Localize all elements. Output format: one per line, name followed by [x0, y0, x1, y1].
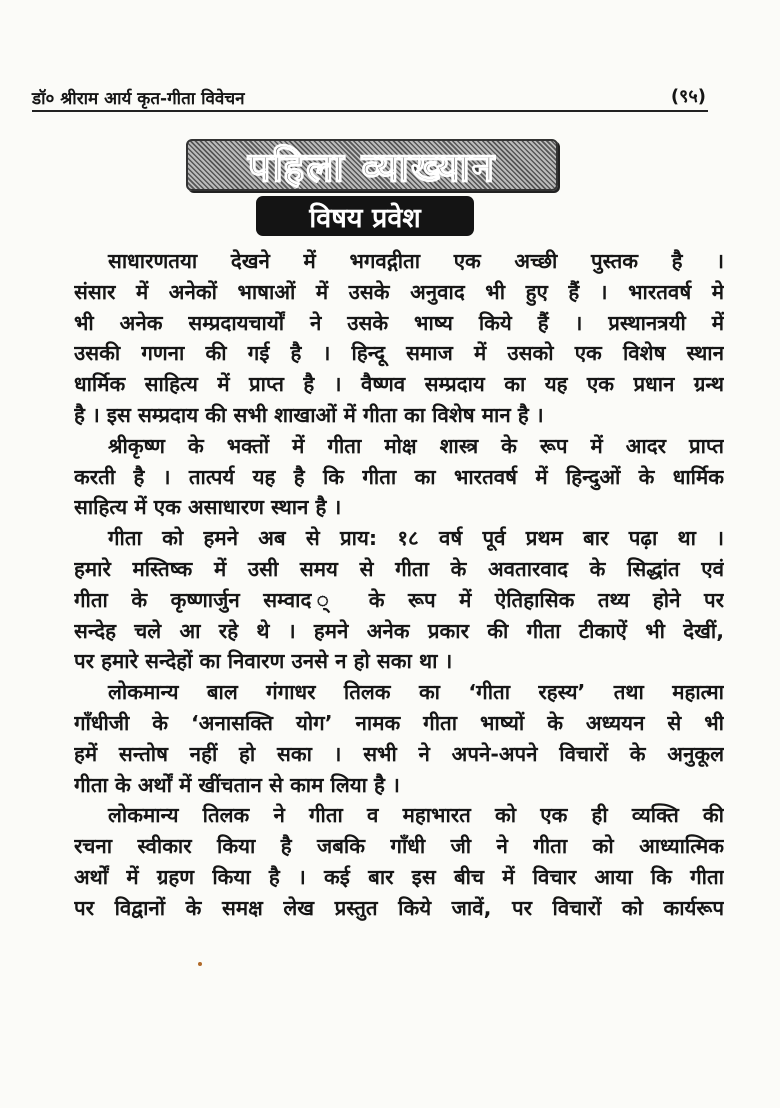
- text-segment: लोकमान्य तिलक ने गीता व महाभारत को एक ही व्यक्ति की: [108, 803, 724, 828]
- text-segment: संसार में अनेकों भाषाओं में उसके अनुवाद भी हुए हैं । भारतवर्ष मे: [74, 279, 724, 304]
- text-line: [74, 800, 724, 831]
- text-segment: लोकमान्य बाल गंगाधर तिलक का: [108, 680, 469, 705]
- text-line: [74, 523, 724, 554]
- text-line: [74, 831, 724, 862]
- paragraph: [74, 246, 724, 431]
- text-segment: साधारणतया देखने में भगवद्गीता एक अच्छी पुस्तक है ।: [108, 249, 724, 273]
- page-number: (९५): [670, 86, 706, 107]
- text-segment: धार्मिक साहित्य में प्राप्त है । वैष्णव सम्प्रदाय का यह एक प्रधान ग्रन्थ: [74, 372, 724, 397]
- text-line: [74, 708, 724, 739]
- text-line: [74, 646, 724, 677]
- scan-speck: [198, 962, 202, 966]
- text-segment: सन्देह चले आ रहे थे । हमने अनेक प्रकार की गीता टीकाऐं भी देखीं,: [74, 618, 724, 643]
- text-segment: हमें सन्तोष नहीं हो सका । सभी ने अपने-अपने विचारों के अनुकूल: [74, 741, 724, 766]
- text-segment: हमारे मस्तिष्क में उसी समय से गीता के अवतारवाद के सिद्धांत एवं: [74, 556, 724, 581]
- text-segment: पर विद्वानों के समक्ष लेख प्रस्तुत किये जावें, पर विचारों को कार्यरूप: [74, 895, 724, 920]
- text-line: [74, 585, 724, 616]
- text-segment: करती है । तात्पर्य यह है कि गीता का भारतवर्ष में हिन्दुओं के धार्मिक: [74, 464, 724, 489]
- running-header: [32, 86, 708, 112]
- text-segment: गीता के अर्थों में खींचतान से काम लिया है ।: [74, 772, 400, 797]
- text-line: [74, 893, 724, 924]
- text-line: [74, 554, 724, 585]
- text-segment: भी अनेक सम्प्रदायचार्यों ने उसके भाष्य किये हैं । प्रस्थानत्रयी में: [74, 310, 724, 335]
- chapter-title-banner: [186, 139, 558, 191]
- text-line: [74, 862, 724, 893]
- text-line: [74, 308, 724, 339]
- text-segment: उसकी गणना की गई है । हिन्दू समाज में उसको एक विशेष स्थान: [74, 341, 724, 366]
- text-line: [74, 400, 724, 431]
- text-segment: साहित्य में एक असाधारण स्थान है ।: [74, 495, 342, 520]
- text-line: [74, 338, 724, 369]
- section-title-banner: [256, 196, 474, 236]
- emphasized-title: ‘गीता रहस्य’: [468, 680, 586, 705]
- text-line: [74, 369, 724, 400]
- text-segment: रचना स्वीकार किया है जबकि गाँधी जी ने गीता को आध्यात्मिक: [74, 834, 724, 859]
- text-line: [74, 492, 724, 523]
- text-line: [74, 616, 724, 647]
- text-segment: गाँधीजी के: [74, 710, 192, 735]
- text-line: [74, 739, 724, 770]
- text-line: [74, 462, 724, 493]
- chapter-title: पहिला व्याख्यान: [247, 144, 497, 191]
- text-segment: गीता के कृष्णार्जुन सम्वाद ् के रूप में ऐतिहासिक तथ्य होने पर: [74, 587, 724, 612]
- running-title: डॉ० श्रीराम आर्य कृत-गीता विवेचन: [32, 89, 245, 109]
- text-line: [74, 277, 724, 308]
- text-segment: है । इस सम्प्रदाय की सभी शाखाओं में गीता का विशेष मान है ।: [74, 402, 544, 427]
- paragraph: [74, 677, 724, 800]
- text-segment: पर हमारे सन्देहों का निवारण उनसे न हो सका था ।: [74, 649, 453, 674]
- paragraph: [74, 800, 724, 923]
- paragraph: [74, 431, 724, 523]
- text-segment: श्रीकृष्ण के भक्तों में गीता मोक्ष शास्त्र के रूप में आदर प्राप्त: [108, 433, 724, 458]
- text-segment: नामक गीता भाष्यों के अध्ययन से भी: [332, 710, 724, 735]
- section-title: विषय प्रवेश: [309, 202, 421, 234]
- text-segment: गीता को हमने अब से प्राय: १८ वर्ष पूर्व प्रथम बार पढ़ा था ।: [108, 526, 724, 551]
- body-text: [74, 246, 724, 924]
- emphasized-title: ‘अनासक्ति योग’: [191, 710, 333, 735]
- paragraph: [74, 523, 724, 677]
- text-segment: अर्थों में ग्रहण किया है । कई बार इस बीच में विचार आया कि गीता: [74, 864, 724, 889]
- text-line: [74, 770, 724, 801]
- text-segment: तथा महात्मा: [585, 680, 724, 705]
- text-line: [74, 677, 724, 708]
- text-line: [74, 246, 724, 277]
- text-line: [74, 431, 724, 462]
